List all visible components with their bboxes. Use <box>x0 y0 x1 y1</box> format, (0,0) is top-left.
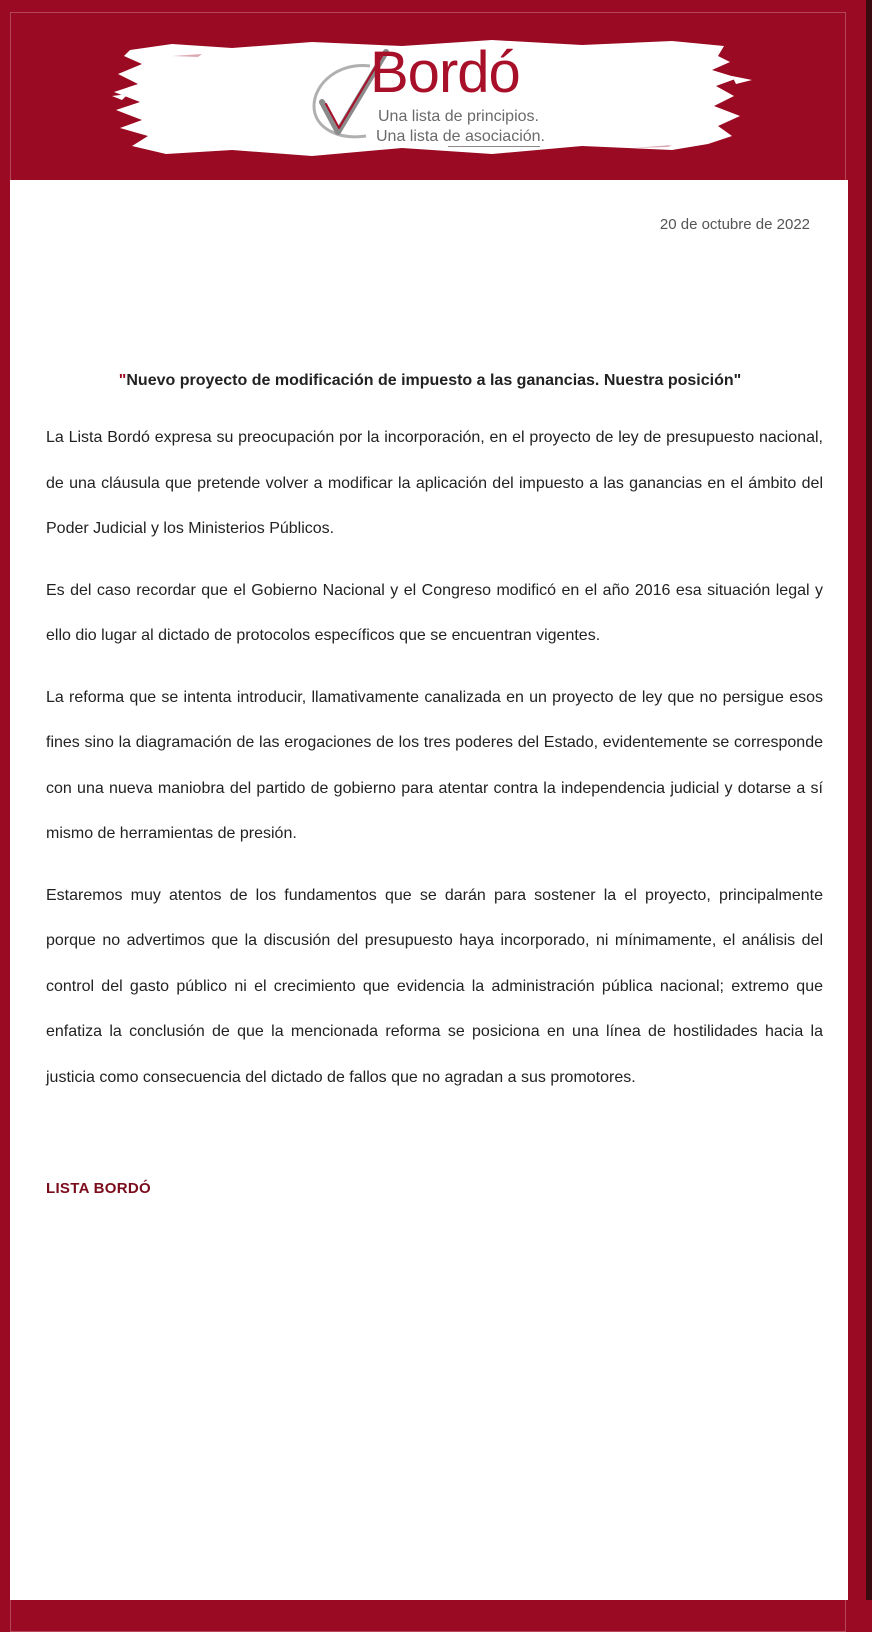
paragraph: Estaremos muy atentos de los fundamentos que se darán para sostener la el proyecto, principalmente porque no advertimos que la discusión del presupuesto haya incorporado, ni mínimamente, el análisis del control del gasto público ni el crecimiento que evidencia la administración pública nacional; extremo que enfatiza la conclusión de que la mencionada reforma se posiciona en una línea de hostilidades hacia la justicia como consecuencia del dictado de fallos que no agradan a sus promotores. <box>46 886 823 1086</box>
title-quote-open: " <box>118 372 127 389</box>
logo-underline <box>448 146 540 147</box>
bordo-logo <box>308 40 568 152</box>
title-quote-close: " <box>733 372 742 389</box>
paragraph: La reforma que se intenta introducir, llamativamente canalizada en un proyecto de ley que no persigue esos fines sino la diagramación de las erogaciones de los tres poderes del Estado, evidentemente se corresponde con una nueva maniobra del partido de gobierno para atentar contra la independencia judicial y dotarse a sí mismo de herramientas de presión. <box>46 688 823 842</box>
header-banner <box>0 0 852 180</box>
paragraph: Es del caso recordar que el Gobierno Nacional y el Congreso modificó en el año 2016 esa situación legal y ello dio lugar al dictado de protocolos específicos que se encuentran vigentes. <box>46 581 823 644</box>
document-paragraphs <box>46 415 823 1116</box>
document-body <box>10 180 848 1600</box>
signature: LISTA BORDÓ <box>46 1180 151 1197</box>
logo-tagline-asociacion: Una lista de asociación. <box>376 128 545 145</box>
logo-tagline-principios: Una lista de principios. <box>378 108 539 125</box>
title-text: Nuevo proyecto de modificación de impuesto a las ganancias. Nuestra posición <box>126 372 734 389</box>
right-edge-shadow <box>866 0 872 1600</box>
document-title <box>46 370 814 392</box>
paragraph: La Lista Bordó expresa su preocupación por la incorporación, en el proyecto de ley de presupuesto nacional, de una cláusula que pretende volver a modificar la aplicación del impuesto a las ganancias en el ámbito del Poder Judicial y los Ministerios Públicos. <box>46 429 823 537</box>
document-date: 20 de octubre de 2022 <box>659 216 810 233</box>
logo-brand-name: Bordó <box>370 40 520 105</box>
